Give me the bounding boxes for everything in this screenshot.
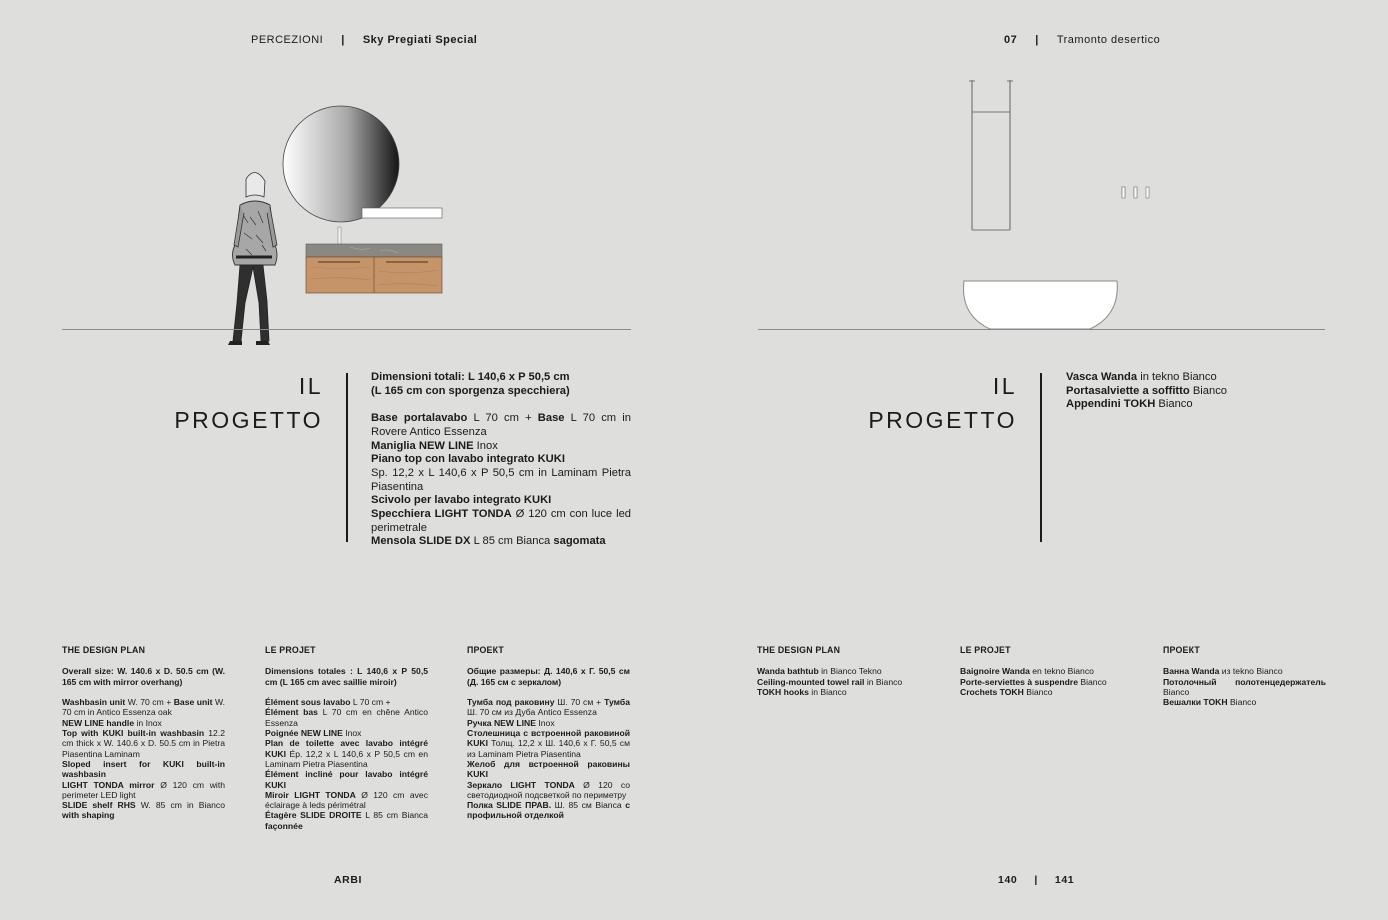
slide-shelf bbox=[362, 208, 442, 218]
spec-item: Vasca Wanda in tekno Bianco bbox=[1066, 371, 1217, 383]
brand-name: ARBI bbox=[334, 874, 363, 886]
header-right bbox=[1004, 34, 1160, 46]
chapter-number: 07 bbox=[1004, 34, 1018, 46]
ceiling-towel-rail bbox=[969, 80, 1013, 230]
right-translation-ru: ПРОЕКТ Ванна Wanda из tekno Bianco Потолочный полотенцедержатель Bianco Вешалки TOKH Bianco bbox=[1163, 645, 1326, 708]
left-project-title: IL PROGETTO bbox=[174, 373, 323, 433]
oak-base-cabinet bbox=[306, 257, 442, 293]
person-silhouette bbox=[228, 172, 277, 345]
right-translation-en: THE DESIGN PLAN Wanda bathtub in Bianco Tekno Ceiling-mounted towel rail in Bianco TOKH hooks in Bianco bbox=[757, 645, 903, 697]
page-number-right: 141 bbox=[1054, 874, 1075, 886]
round-mirror bbox=[283, 106, 399, 222]
chapter-title: Tramonto desertico bbox=[1056, 34, 1161, 46]
left-title-divider bbox=[346, 373, 348, 542]
spec-item: Appendini TOKH Bianco bbox=[1066, 398, 1193, 411]
faucet bbox=[338, 227, 341, 244]
section-label: PERCEZIONI bbox=[251, 34, 324, 46]
spec-item: Portasalviette a soffitto Bianco bbox=[1066, 384, 1228, 397]
page-numbers bbox=[998, 874, 1074, 886]
left-translation-fr: LE PROJET Dimensions totales : L 140,6 x P 50,5 cm (L 165 cm avec saillie miroir) Élément sous lavabo L 70 cm + Élément bas L 70 cm en chêne Antico Essenza Poignée NEW LINE Inox Plan de toilette avec lavabo intégré KUKI Ép. 12,2 x L 140,6 x P 50,5 cm en Laminam Pietra Piasentina Élément incliné pour lavabo intégré KUKI Miroir LIGHT TONDA Ø 120 cm avec éclairage à leds périmétral Étagère SLIDE DROITE L 85 cm Bianca façonnée bbox=[265, 645, 428, 831]
page-divider: | bbox=[1034, 874, 1038, 886]
header-divider: | bbox=[341, 34, 345, 46]
header-divider: | bbox=[1035, 34, 1039, 46]
right-spec-list bbox=[1066, 371, 1296, 412]
vanity-illustration bbox=[200, 95, 460, 355]
page-number-left: 140 bbox=[998, 874, 1018, 886]
stone-top bbox=[306, 244, 442, 257]
spec-handle: Maniglia NEW LINE Inox bbox=[371, 439, 498, 452]
wanda-bathtub bbox=[964, 281, 1118, 329]
floor-line-left bbox=[62, 329, 631, 330]
header-left bbox=[251, 34, 477, 46]
spec-slope: Scivolo per lavabo integrato KUKI bbox=[371, 494, 552, 507]
left-spec-list: Dimensioni totali: L 140,6 x P 50,5 cm (L 165 cm con sporgenza specchiera) Base portalavabo L 70 cm + Base L 70 cm in Rovere Antico Essenza Maniglia NEW LINE Inox Piano top con lavabo integrato KUKI Sp. 12,2 x L 140,6 x P 50,5 cm in Laminam Pietra Piasentina Scivolo per lavabo integrato KUKI Specchiera LIGHT TONDA Ø 120 cm con luce led perimetrale Mensola SLIDE DX L 85 cm Bianca sagomata bbox=[371, 371, 632, 548]
right-translation-fr: LE PROJET Baignoire Wanda en tekno Bianco Porte-serviettes à suspendre Bianco Crochets TOKH Bianco bbox=[960, 645, 1107, 697]
right-project-title: IL PROGETTO bbox=[868, 373, 1017, 433]
left-translation-en: THE DESIGN PLAN Overall size: W. 140.6 x D. 50.5 cm (W. 165 cm with mirror overhang) Washbasin unit W. 70 cm + Base unit W. 70 cm in Antico Essenza oak NEW LINE handle in Inox Top with KUKI built-in washbasin 12.2 cm thick x W. 140.6 x D. 50.5 cm in Pietra Piasentina Laminam Sloped insert for KUKI built-in washbasin LIGHT TONDA mirror Ø 120 cm with perimeter LED light SLIDE shelf RHS W. 85 cm in Bianco with shaping bbox=[62, 645, 225, 821]
left-translation-ru: ПРОЕКТ Общие размеры: Д. 140,6 x Г. 50,5 см (Д. 165 см с зеркалом) Тумба под раковину Ш. 70 см + Тумба Ш. 70 см из Дуба Antico Essenza Ручка NEW LINE Inox Столешница с встроенной раковиной KUKI Толщ. 12,2 x Ш. 140,6 x Г. 50,5 см из Laminam Pietra Piasentina Желоб для встроенной раковины KUKI Зеркало LIGHT TONDA Ø 120 со светодиодной подсветкой по периметру Полка SLIDE ПРАВ. Ш. 85 см Bianca с профильной отделкой bbox=[467, 645, 630, 821]
hooks-group bbox=[1118, 185, 1158, 201]
section-title: Sky Pregiati Special bbox=[362, 34, 478, 46]
hook-icon bbox=[1146, 187, 1149, 198]
right-title-divider bbox=[1040, 373, 1042, 542]
hook-icon bbox=[1122, 187, 1125, 198]
spec-shelf: Mensola SLIDE DX L 85 cm Bianca sagomata bbox=[371, 535, 606, 548]
spec-mirror: Specchiera LIGHT TONDA Ø 120 cm con luce led perimetrale bbox=[371, 508, 632, 534]
spec-base: Base portalavabo L 70 cm + Base L 70 cm in Rovere Antico Essenza bbox=[371, 412, 631, 438]
floor-line-right bbox=[758, 329, 1325, 330]
bathtub-illustration bbox=[950, 75, 1140, 335]
spec-top: Piano top con lavabo integrato KUKI bbox=[371, 453, 565, 466]
hook-icon bbox=[1134, 187, 1137, 198]
